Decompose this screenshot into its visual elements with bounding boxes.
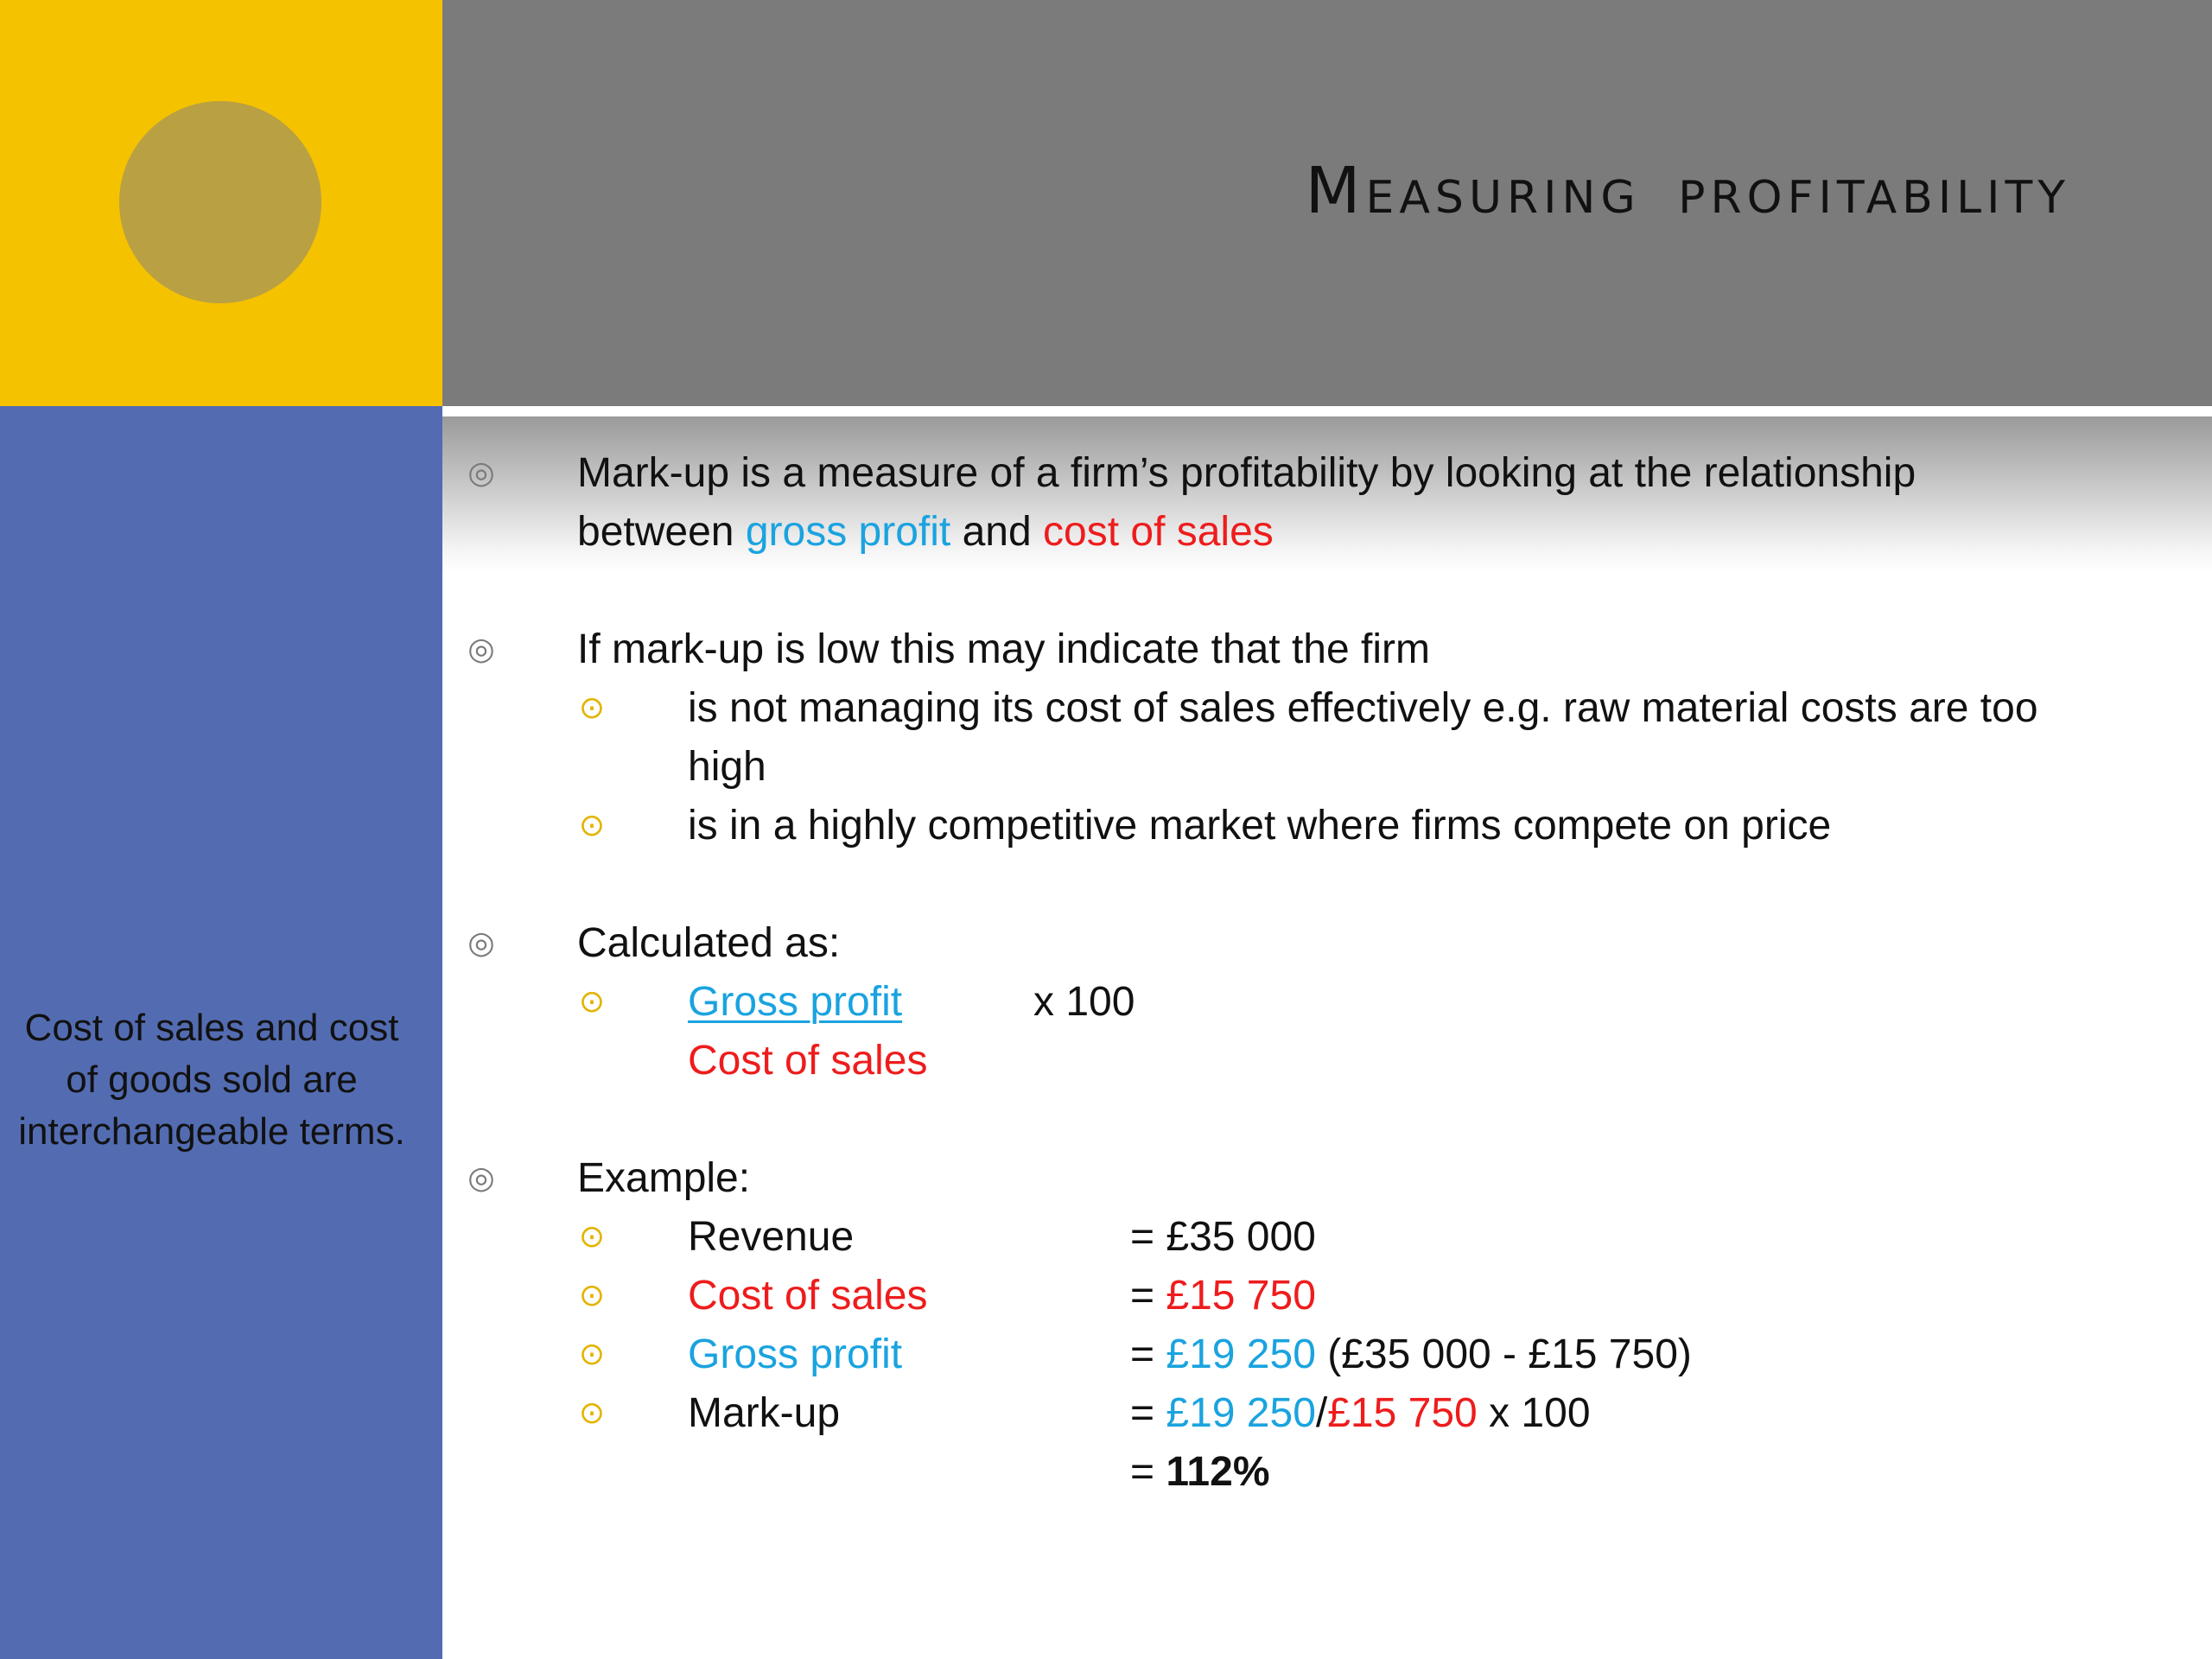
circled-dot-icon: ⊙ <box>578 807 606 842</box>
bullet-3-text: Calculated as: <box>577 920 841 966</box>
bullet-4-text: Example: <box>577 1155 751 1201</box>
target-bullet-icon: ◎ <box>467 454 495 490</box>
circled-dot-icon: ⊙ <box>578 983 606 1019</box>
decorative-circle <box>119 101 321 303</box>
circled-dot-icon: ⊙ <box>578 1395 606 1430</box>
text: = <box>1130 1390 1166 1436</box>
text: x 100 <box>1477 1390 1591 1436</box>
target-bullet-icon: ◎ <box>467 925 495 960</box>
value: £19 250 <box>1166 1332 1316 1377</box>
term-cost-of-sales: cost of sales <box>1043 509 1274 555</box>
bullet-2-sub-1-line-2: high <box>688 744 766 790</box>
revenue-value: = £35 000 <box>1130 1214 1316 1260</box>
text: = <box>1130 1332 1166 1377</box>
cost-of-sales-label: Cost of sales <box>688 1273 928 1319</box>
gross-profit-value <box>1130 1325 1692 1384</box>
bullet-2-sub-1-line-1: is not managing its cost of sales effectively e.g. raw material costs are too <box>688 685 2038 731</box>
circled-dot-icon: ⊙ <box>578 1277 606 1313</box>
formula-denominator: Cost of sales <box>688 1038 928 1084</box>
bullet-2-text: If mark-up is low this may indicate that the firm <box>577 626 1430 672</box>
title-bar <box>442 0 2212 406</box>
text: = <box>1130 1273 1166 1319</box>
cost-of-sales-value <box>1130 1267 1316 1325</box>
term-gross-profit: gross profit <box>745 509 951 555</box>
circled-dot-icon: ⊙ <box>578 1218 606 1254</box>
circled-dot-icon: ⊙ <box>578 1336 606 1371</box>
gross-profit-label: Gross profit <box>688 1332 903 1377</box>
corner-accent-block <box>0 0 442 406</box>
value: £15 750 <box>1327 1390 1478 1436</box>
text: / <box>1315 1390 1328 1436</box>
text: = <box>1130 1449 1166 1495</box>
mark-up-label: Mark-up <box>688 1390 841 1436</box>
bullet-1-line-1: Mark-up is a measure of a firm’s profitability by looking at the relationship <box>577 450 1916 496</box>
bullet-1-line-2 <box>577 503 1274 562</box>
slide-body <box>442 416 2212 1659</box>
formula-multiplier: x 100 <box>1033 979 1135 1025</box>
value: £19 250 <box>1166 1390 1316 1436</box>
text: (£35 000 - £15 750) <box>1315 1332 1692 1377</box>
circled-dot-icon: ⊙ <box>578 690 606 725</box>
sidebar <box>0 406 442 1659</box>
text: and <box>950 509 1043 555</box>
mark-up-result <box>1130 1443 1270 1502</box>
formula-numerator: Gross profit <box>688 979 903 1025</box>
bullet-2-sub-2: is in a highly competitive market where firms compete on price <box>688 803 1832 849</box>
target-bullet-icon: ◎ <box>467 631 495 666</box>
sidebar-note: Cost of sales and cost of goods sold are interchangeable terms. <box>18 1007 405 1153</box>
text: between <box>577 509 746 555</box>
target-bullet-icon: ◎ <box>467 1160 495 1195</box>
revenue-label: Revenue <box>688 1214 855 1260</box>
value: £15 750 <box>1166 1273 1316 1319</box>
divider <box>442 406 2212 416</box>
mark-up-value <box>1130 1384 1591 1443</box>
value: 112% <box>1166 1449 1270 1495</box>
page-title: Measuring profitability <box>1305 154 2070 228</box>
